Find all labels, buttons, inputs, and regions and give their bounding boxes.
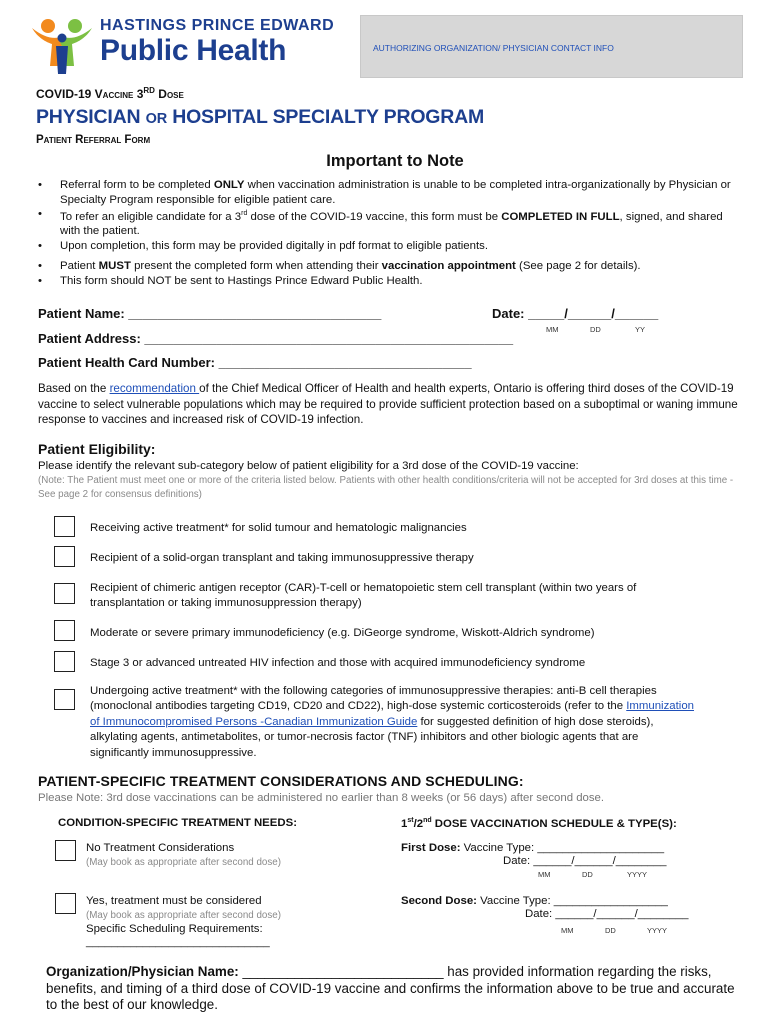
criterion-4-checkbox[interactable] <box>54 620 75 641</box>
treatment-considered-label: Yes, treatment must be considered <box>86 895 262 907</box>
second-dose-date-field[interactable]: Date: ______/______/________ <box>525 908 689 920</box>
program-title: PHYSICIAN OR HOSPITAL SPECIALTY PROGRAM <box>36 106 485 128</box>
second-dose-yyyy-label: YYYY <box>647 926 668 935</box>
health-card-field[interactable]: Patient Health Card Number: ___________________________________ <box>38 355 472 370</box>
criterion-6-checkbox[interactable] <box>54 689 75 710</box>
list-item: • This form should NOT be sent to Hastings Prince Edward Public Health. <box>38 274 738 289</box>
closing-statement: Organization/Physician Name: ___________________________ has provided information regarding the risks, benefits, and timing of a third dose of COVID-19 vaccine and confirms the information above to be true and accurate to the best of our knowledge. <box>46 964 735 1013</box>
second-dose-mm-label: MM <box>561 926 574 935</box>
date-dd-label: DD <box>590 325 601 334</box>
list-item: • Upon completion, this form may be provided digitally in pdf format to eligible patients. <box>38 239 738 254</box>
criterion-3-checkbox[interactable] <box>54 583 75 604</box>
list-item: • To refer an eligible candidate for a 3rd dose of the COVID-19 vaccine, this form must be COMPLETED IN FULL, signed, and shared with the patient. <box>38 207 738 239</box>
treatment-considered-hint: (May book as appropriate after second dose) <box>86 910 281 921</box>
list-item: • Patient MUST present the completed form when attending their vaccination appointment (See page 2 for details). <box>38 259 738 274</box>
first-dose-dd-label: DD <box>582 870 593 879</box>
scheduling-heading: PATIENT-SPECIFIC TREATMENT CONSIDERATIONS AND SCHEDULING: <box>38 773 524 789</box>
first-dose-yyyy-label: YYYY <box>627 870 648 879</box>
criterion-4-label: Moderate or severe primary immunodeficiency (e.g. DiGeorge syndrome, Wiskott-Aldrich syndrome) <box>90 627 595 639</box>
patient-name-field[interactable]: Patient Name: ___________________________________ <box>38 306 382 321</box>
criterion-2-checkbox[interactable] <box>54 546 75 567</box>
eligibility-note: (Note: The Patient must meet one or more of the criteria listed below. Patients with other health conditions/criteria will not be accepted for 3rd doses at this time - See page 2 for consensus definitions) <box>38 475 734 500</box>
organization-name-field[interactable]: ___________________________ <box>238 964 448 979</box>
authorizing-contact-box[interactable] <box>360 15 743 78</box>
second-dose-dd-label: DD <box>605 926 616 935</box>
date-field[interactable]: Date: _____/______/______ <box>492 306 659 321</box>
criterion-6-label: Undergoing active treatment* with the following categories of immunosuppressive therapies: anti-B cell therapies (monoclonal antibodies targeting CD19, CD20 and CD22), high-dose systemic corticosteroids (refer to the Immunization of Immunocompromised Persons -Canadian Immunization Guide for suggested definition of high dose steroids), alkylating agents, antimetabolites, or tumor-necrosis factor (TNF) inhibitors and other biologic agents that are significantly immunosuppressive. <box>90 685 694 759</box>
org-name-main: Public Health <box>100 34 287 67</box>
second-dose-type-field[interactable]: Second Dose: Vaccine Type: __________________ <box>401 895 668 907</box>
dose-schedule-heading: 1st/2nd DOSE VACCINATION SCHEDULE & TYPE(S): <box>401 817 677 830</box>
first-dose-type-field[interactable]: First Dose: Vaccine Type: ____________________ <box>401 842 665 854</box>
criterion-5-checkbox[interactable] <box>54 651 75 672</box>
treatment-needs-heading: CONDITION-SPECIFIC TREATMENT NEEDS: <box>58 817 297 829</box>
immunization-guide-link[interactable]: Immunization of Immunocompromised Persons -Canadian Immunization Guide <box>90 700 694 728</box>
eligibility-heading: Patient Eligibility: <box>38 441 156 457</box>
scheduling-note: Please Note: 3rd dose vaccinations can be administered no earlier than 8 weeks (or 56 days) after second dose. <box>38 792 605 804</box>
criterion-3-label: Recipient of chimeric antigen receptor (CAR)-T-cell or hematopoietic stem cell transplant (within two years of transplantation or taking immunosuppression therapy) <box>90 582 637 610</box>
no-treatment-hint: (May book as appropriate after second dose) <box>86 857 281 868</box>
criterion-1-label: Receiving active treatment* for solid tumour and hematologic malignancies <box>90 522 467 534</box>
patient-address-field[interactable]: Patient Address: ___________________________________________________ <box>38 331 514 346</box>
recommendation-link[interactable]: recommendation <box>109 382 200 395</box>
no-treatment-label: No Treatment Considerations <box>86 842 235 854</box>
list-item: • Referral form to be completed ONLY when vaccination administration is unable to be completed intra-organizationally by Physician or Specialty Program responsible for eligible patient care. <box>38 178 738 207</box>
form-subtitle: Patient Referral Form <box>36 134 151 146</box>
criterion-5-label: Stage 3 or advanced untreated HIV infection and those with acquired immunodeficiency syndrome <box>90 657 586 669</box>
organization-name-label: Organization/Physician Name: <box>46 964 239 979</box>
date-yy-label: YY <box>635 325 646 334</box>
important-notes-list <box>38 178 738 288</box>
eligibility-intro: Please identify the relevant sub-category below of patient eligibility for a 3rd dose of the COVID-19 vaccine: <box>38 460 579 472</box>
document-title: COVID-19 Vaccine 3RD Dose <box>36 86 184 101</box>
scheduling-requirements-label: Specific Scheduling Requirements: <box>86 923 263 935</box>
recommendation-paragraph: Based on the recommendation of the Chief Medical Officer of Health and health experts, Ontario is offering third doses of the COVID-19 vaccine to select vulnerable populations which may be required to provide sufficient protection based on a suboptimal or waning immune response to vaccines and increased risk of COVID-19 infection. <box>38 382 738 427</box>
authorizing-contact-label: AUTHORIZING ORGANIZATION/ PHYSICIAN CONTACT INFO <box>373 43 614 53</box>
first-dose-mm-label: MM <box>538 870 551 879</box>
important-note-heading: Important to Note <box>326 152 464 170</box>
org-name-top: HASTINGS PRINCE EDWARD <box>100 17 335 34</box>
org-logo <box>28 14 333 76</box>
criterion-2-label: Recipient of a solid-organ transplant and taking immunosuppressive therapy <box>90 552 474 564</box>
treatment-considered-checkbox[interactable] <box>55 893 76 914</box>
first-dose-date-field[interactable]: Date: ______/______/________ <box>503 855 667 867</box>
no-treatment-checkbox[interactable] <box>55 840 76 861</box>
date-mm-label: MM <box>546 325 559 334</box>
people-logo-icon <box>28 14 96 76</box>
scheduling-requirements-field[interactable]: _____________________________ <box>86 936 270 948</box>
criterion-1-checkbox[interactable] <box>54 516 75 537</box>
